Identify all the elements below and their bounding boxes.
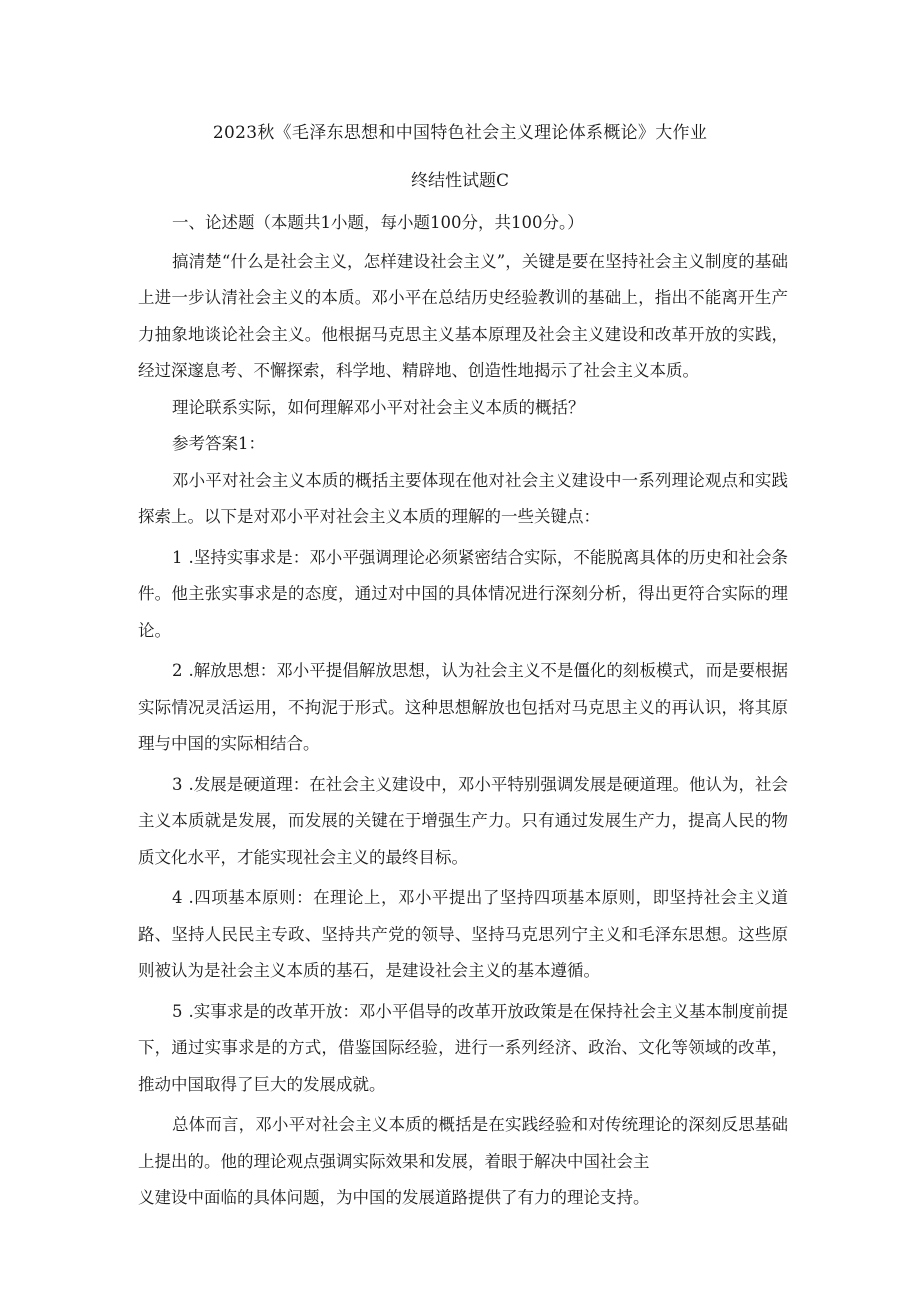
point-number: 2 bbox=[172, 661, 183, 680]
answer-intro: 邓小平对社会主义本质的概括主要体现在他对社会主义建设中一系列理论观点和实践探索上。以下是对邓小平对社会主义本质的理解的一些关键点： bbox=[138, 470, 788, 526]
document-title: 2023秋《毛泽东思想和中国特色社会主义理论体系概论》大作业 bbox=[212, 123, 708, 143]
document-subtitle: 终结性试题C bbox=[410, 171, 509, 191]
answer-label: 参考答案1： bbox=[172, 434, 265, 453]
point-text: .发展是硬道理：在社会主义建设中，邓小平特别强调发展是硬道理。他认为，社会主义本质就是发展，而发展的关键在于增强生产力。只有通过发展生产力，提高人民的物质文化水平，才能实现社会主义的最终目标。 bbox=[138, 774, 788, 867]
point-number: 4 bbox=[172, 888, 183, 907]
point-text: .四项基本原则：在理论上，邓小平提出了坚持四项基本原则，即坚持社会主义道路、坚持人民民主专政、坚持共产党的领导、坚持马克思列宁主义和毛泽东思想。这些原则被认为是社会主义本质的基石，是建设社会主义的基本遵循。 bbox=[138, 888, 788, 980]
conclusion-paragraph: 总体而言，邓小平对社会主义本质的概括是在实践经验和对传统理论的深刻反思基础上提出的。他的理论观点强调实际效果和发展，着眼于解决中国社会主 bbox=[138, 1115, 788, 1171]
intro-paragraph: 搞清楚“什么是社会主义，怎样建设社会主义”，关键是要在坚持社会主义制度的基础上进一步认清社会主义的本质。邓小平在总结历史经验教训的基础上，指出不能离开生产力抽象地谈论社会主义。他根据马克思主义基本原理及社会主义建设和改革开放的实践，经过深邃息考、不懈探索，科学地、精辟地、创造性地揭示了社会主义本质。 bbox=[138, 251, 788, 380]
point-item bbox=[138, 653, 788, 763]
question-text: 理论联系实际，如何理解邓小平对社会主义本质的概括？ bbox=[172, 397, 585, 417]
point-text: .实事求是的改革开放：邓小平倡导的改革开放政策是在保持社会主义基本制度前提下，通过实事求是的方式，借鉴国际经验，进行一系列经济、政治、文化等领域的改革，推动中国取得了巨大的发展成就。 bbox=[138, 1001, 788, 1094]
document-body bbox=[138, 205, 788, 1217]
point-number: 1 bbox=[172, 547, 183, 567]
point-number: 5 bbox=[172, 1001, 183, 1021]
section-heading: 一、论述题（本题共1小题，每小题100分，共100分。） bbox=[172, 213, 584, 232]
point-number: 3 bbox=[172, 774, 183, 794]
point-item bbox=[138, 540, 788, 650]
point-text: .解放思想：邓小平提倡解放思想，认为社会主义不是僵化的刻板模式，而是要根据实际情况灵活运用，不拘泥于形式。这种思想解放也包括对马克思主义的再认识，将其原理与中国的实际相结合。 bbox=[138, 661, 788, 753]
point-item bbox=[138, 880, 788, 990]
conclusion-last-line: 义建设中面临的具体问题，为中国的发展道路提供了有力的理论支持。 bbox=[138, 1188, 650, 1207]
point-item bbox=[138, 767, 788, 877]
point-item bbox=[138, 994, 788, 1104]
point-text: .坚持实事求是：邓小平强调理论必须紧密结合实际，不能脱离具体的历史和社会条件。他主张实事求是的态度，通过对中国的具体情况进行深刻分析，得出更符合实际的理论。 bbox=[138, 547, 788, 640]
